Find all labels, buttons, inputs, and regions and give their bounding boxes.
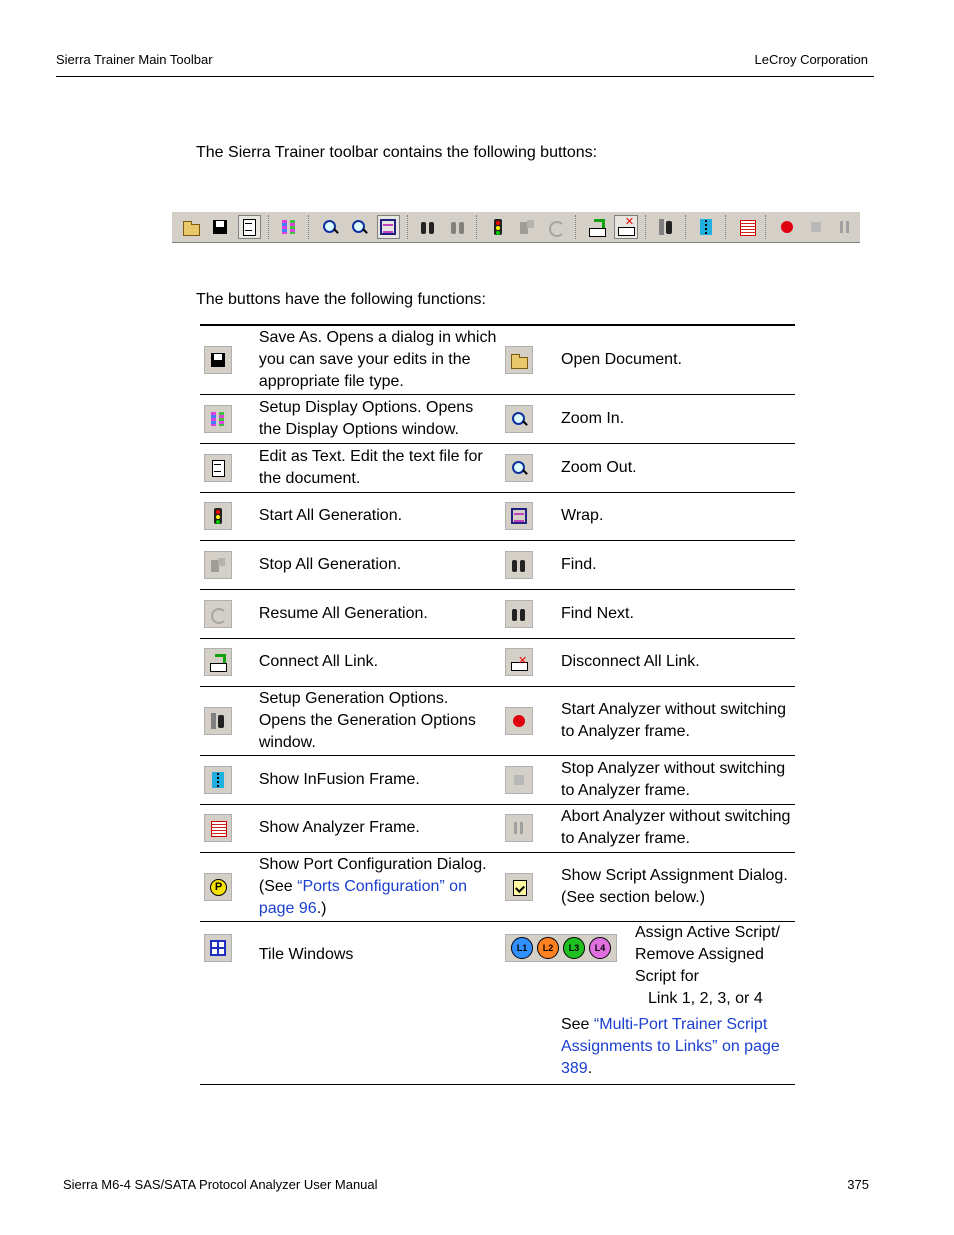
- display-options-button[interactable]: [278, 215, 301, 239]
- disconnect-link-icon: [617, 218, 635, 236]
- table-row: [200, 394, 795, 443]
- icon-cell: [204, 648, 232, 676]
- multiport-link[interactable]: “Multi-Port Trainer Script Assignments to Links” on page 389: [560, 1015, 780, 1077]
- toolbar-separator: [645, 215, 648, 239]
- folder-open-icon: [510, 351, 528, 369]
- table-row: [200, 804, 795, 852]
- wrap-icon: [379, 218, 397, 236]
- link2-icon[interactable]: L2: [537, 937, 559, 959]
- generation-options-icon: [209, 712, 227, 730]
- table-row: [200, 492, 795, 540]
- stop-icon: [807, 218, 825, 236]
- icon-cell: [505, 648, 533, 676]
- zoom-out-button[interactable]: [347, 215, 370, 239]
- assign-desc-block: [635, 922, 795, 1010]
- toolbar-separator: [407, 215, 410, 239]
- pause-icon: [510, 819, 528, 837]
- resume-generation-button[interactable]: [545, 215, 568, 239]
- function-desc: Disconnect All Link.: [561, 638, 795, 686]
- toolbar-separator: [268, 215, 271, 239]
- see-also: [505, 1014, 793, 1084]
- icon-cell: [204, 502, 232, 530]
- resume-generation-icon: [547, 218, 565, 236]
- wrap-icon: [510, 507, 528, 525]
- functions-table: [200, 324, 795, 1085]
- function-desc: Zoom In.: [561, 394, 795, 443]
- save-button[interactable]: [208, 215, 231, 239]
- icon-cell: [204, 551, 232, 579]
- port-desc: Show Port Configuration Dialog. (See: [258, 855, 487, 895]
- start-generation-icon: [209, 507, 227, 525]
- start-analyzer-button[interactable]: [775, 215, 798, 239]
- stop-icon: [510, 771, 528, 789]
- find-icon: [419, 218, 437, 236]
- function-desc: Edit as Text. Edit the text file for the document.: [259, 443, 499, 492]
- assign-desc-links: Link 1, 2, 3, or 4: [647, 989, 763, 1007]
- edit-text-icon: [209, 459, 227, 477]
- header-section-title: Sierra Trainer Main Toolbar: [56, 52, 213, 67]
- zoom-in-icon: [510, 410, 528, 428]
- start-generation-icon: [489, 218, 507, 236]
- start-generation-button[interactable]: [486, 215, 509, 239]
- edit-text-icon: [240, 218, 258, 236]
- function-desc: Stop Analyzer without switching to Analyzer frame.: [561, 755, 795, 804]
- function-desc: Zoom Out.: [561, 443, 795, 492]
- connect-link-button[interactable]: [585, 215, 608, 239]
- display-options-icon: [209, 410, 227, 428]
- link3-icon[interactable]: L3: [563, 937, 585, 959]
- table-row: [200, 921, 795, 1084]
- connect-link-icon: [588, 218, 606, 236]
- toolbar-separator: [575, 215, 578, 239]
- generation-options-icon: [657, 218, 675, 236]
- zoom-out-icon: [350, 218, 368, 236]
- icon-cell: [204, 405, 232, 433]
- icon-cell: [505, 454, 533, 482]
- icon-cell: [204, 873, 232, 901]
- function-desc: Wrap.: [561, 492, 795, 540]
- icon-cell: [505, 873, 533, 901]
- function-desc: Save As. Opens a dialog in which you can save your edits in the appropriate file type.: [259, 325, 499, 394]
- stop-analyzer-button[interactable]: [804, 215, 827, 239]
- display-options-icon: [280, 218, 298, 236]
- zoom-in-button[interactable]: [318, 215, 341, 239]
- port-desc-end: .): [316, 899, 327, 917]
- function-desc: Setup Generation Options. Opens the Generation Options window.: [259, 686, 499, 755]
- ports-config-link[interactable]: “Ports Configuration” on page 96: [258, 877, 467, 917]
- find-next-icon: [510, 605, 528, 623]
- header-company: LeCroy Corporation: [754, 52, 868, 67]
- zoom-out-icon: [510, 459, 528, 477]
- record-icon: [778, 218, 796, 236]
- icon-cell: [505, 600, 533, 628]
- toolbar-separator: [476, 215, 479, 239]
- icon-cell: [505, 551, 533, 579]
- stop-generation-icon: [209, 556, 227, 574]
- table-row: [200, 443, 795, 492]
- infusion-frame-button[interactable]: [695, 215, 718, 239]
- function-desc: Resume All Generation.: [259, 589, 499, 638]
- page-header: [56, 52, 874, 77]
- assign-desc: Assign Active Script/ Remove Assigned Script for: [634, 923, 780, 985]
- table-row: [200, 540, 795, 589]
- analyzer-frame-button[interactable]: [735, 215, 758, 239]
- toolbar-separator: [725, 215, 728, 239]
- open-document-button[interactable]: [179, 215, 202, 239]
- folder-open-icon: [182, 218, 200, 236]
- resume-generation-icon: [209, 605, 227, 623]
- function-desc: Abort Analyzer without switching to Analyzer frame.: [561, 804, 795, 852]
- table-row: [200, 755, 795, 804]
- script-desc: Show Script Assignment Dialog.: [561, 866, 788, 884]
- function-desc: Start All Generation.: [259, 492, 499, 540]
- analyzer-frame-icon: [209, 819, 227, 837]
- table-row: [200, 638, 795, 686]
- function-desc: [561, 852, 795, 921]
- disconnect-link-icon: [510, 653, 528, 671]
- icon-cell: [505, 766, 533, 794]
- toolbar-separator: [685, 215, 688, 239]
- function-desc: Stop All Generation.: [259, 540, 499, 589]
- function-desc: Tile Windows: [259, 921, 499, 1084]
- save-icon: [211, 218, 229, 236]
- icon-cell: [505, 814, 533, 842]
- find-next-button[interactable]: [446, 215, 469, 239]
- infusion-icon: [697, 218, 715, 236]
- link-script-cell: [499, 921, 795, 1084]
- link-icons: [505, 934, 617, 962]
- icon-cell: [204, 600, 232, 628]
- tile-windows-icon: [209, 939, 227, 957]
- generation-options-button[interactable]: [655, 215, 678, 239]
- footer-manual-title: Sierra M6-4 SAS/SATA Protocol Analyzer User Manual: [63, 1177, 378, 1192]
- toolbar-separator: [765, 215, 768, 239]
- function-desc: Open Document.: [561, 325, 795, 394]
- table-row: [200, 852, 795, 921]
- open-icon-cell: [505, 346, 533, 374]
- icon-cell: [505, 707, 533, 735]
- icon-cell: [505, 405, 533, 433]
- save-icon-cell: [204, 346, 232, 374]
- find-button[interactable]: [417, 215, 440, 239]
- pause-icon: [836, 218, 854, 236]
- script-desc-note: (See section below.): [561, 888, 706, 906]
- stop-generation-button[interactable]: [516, 215, 539, 239]
- icon-cell: [505, 502, 533, 530]
- function-desc: [259, 852, 499, 921]
- stop-generation-icon: [518, 218, 536, 236]
- edit-text-button[interactable]: [238, 215, 261, 239]
- link1-icon[interactable]: L1: [511, 937, 533, 959]
- table-row: [200, 325, 795, 394]
- function-desc: Find Next.: [561, 589, 795, 638]
- zoom-in-icon: [321, 218, 339, 236]
- record-icon: [510, 712, 528, 730]
- intro-text: The Sierra Trainer toolbar contains the following buttons:: [196, 144, 598, 161]
- icon-cell: [204, 766, 232, 794]
- link4-icon[interactable]: L4: [589, 937, 611, 959]
- function-desc: Start Analyzer without switching to Analyzer frame.: [561, 686, 795, 755]
- disconnect-link-button[interactable]: [614, 215, 637, 239]
- script-assignment-icon: [510, 878, 528, 896]
- icon-cell: [204, 934, 232, 962]
- function-desc: Show InFusion Frame.: [259, 755, 499, 804]
- find-icon: [510, 556, 528, 574]
- function-desc: Connect All Link.: [259, 638, 499, 686]
- table-row: [200, 589, 795, 638]
- function-desc: Setup Display Options. Opens the Display Options window.: [259, 394, 499, 443]
- see-end: .: [587, 1059, 593, 1077]
- table-row: [200, 686, 795, 755]
- page-number: 375: [847, 1177, 869, 1192]
- find-next-icon: [449, 218, 467, 236]
- function-desc: Show Analyzer Frame.: [259, 804, 499, 852]
- analyzer-frame-icon: [738, 218, 756, 236]
- connect-link-icon: [209, 653, 227, 671]
- see-text: See: [560, 1015, 594, 1033]
- port-config-icon: [209, 878, 227, 896]
- function-desc: Find.: [561, 540, 795, 589]
- icon-cell: [204, 454, 232, 482]
- toolbar-image: [172, 211, 860, 243]
- functions-intro: The buttons have the following functions:: [196, 291, 486, 308]
- infusion-icon: [209, 771, 227, 789]
- icon-cell: [204, 814, 232, 842]
- icon-cell: [204, 707, 232, 735]
- abort-analyzer-button[interactable]: [834, 215, 857, 239]
- toolbar-separator: [308, 215, 311, 239]
- save-icon: [209, 351, 227, 369]
- wrap-button[interactable]: [377, 215, 400, 239]
